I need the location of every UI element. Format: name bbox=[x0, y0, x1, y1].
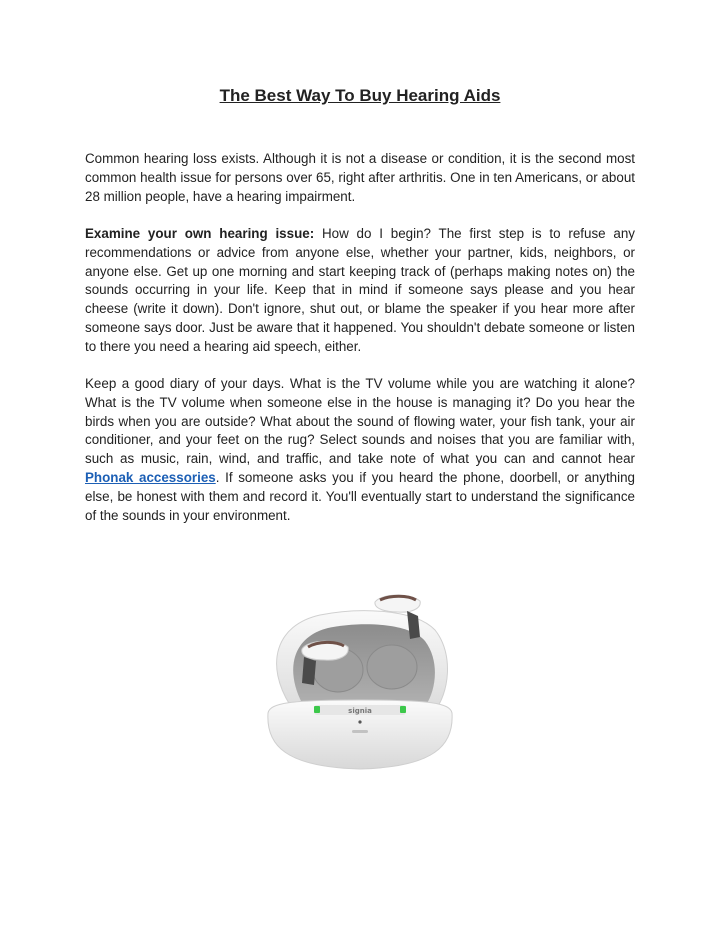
page-title: The Best Way To Buy Hearing Aids bbox=[219, 86, 501, 105]
phonak-accessories-link[interactable]: Phonak accessories bbox=[85, 469, 216, 485]
paragraph-lead: Examine your own hearing issue: bbox=[85, 226, 315, 241]
hearing-aid-case-image bbox=[250, 585, 470, 785]
paragraph-text-before-link: Keep a good diary of your days. What is the TV volume while you are watching it alone? What is the TV volume when someone else in the house is managing it? Do you hear the birds when you are outside? What about the sound of flowing water, your fish tank, your air conditioner, and your feet on the rug? Select sounds and noises that you are familiar with, such as music, rain, wind, and traffic, and take note of what you can and cannot hear bbox=[85, 376, 635, 467]
charging-slot-right bbox=[367, 645, 417, 689]
brand-logo: signia bbox=[348, 707, 372, 715]
led-right-icon bbox=[400, 706, 406, 713]
paragraph-examine bbox=[85, 225, 635, 357]
hearing-aid-charger-illustration bbox=[250, 585, 470, 785]
paragraph-diary bbox=[85, 375, 635, 525]
button-slot bbox=[352, 730, 368, 733]
status-dot bbox=[358, 720, 361, 723]
led-left-icon bbox=[314, 706, 320, 713]
paragraph-text-after-link: . If someone asks you if you heard the phone, doorbell, or anything else, be honest with them and record it. You'll eventually start to understand the significance of the sounds in your environment. bbox=[85, 469, 635, 523]
paragraph-intro: Common hearing loss exists. Although it is not a disease or condition, it is the second most common health issue for persons over 65, right after arthritis. One in ten Americans, or about 28 million people, have a hearing impairment. bbox=[85, 151, 635, 204]
paragraph-body: How do I begin? The first step is to refuse any recommendations or advice from anyone else, whether your partner, kids, neighbors, or anyone else. Get up one morning and start keeping track of (perhaps making notes on) the sounds occurring in your life. Keep that in mind if someone says please and you hear cheese (write it down). Don't ignore, shut out, or blame the speaker if you hear more after someone says door. Just be aware that it happened. You shouldn't debate someone or listen to there you need a hearing aid speech, either. bbox=[85, 226, 635, 354]
